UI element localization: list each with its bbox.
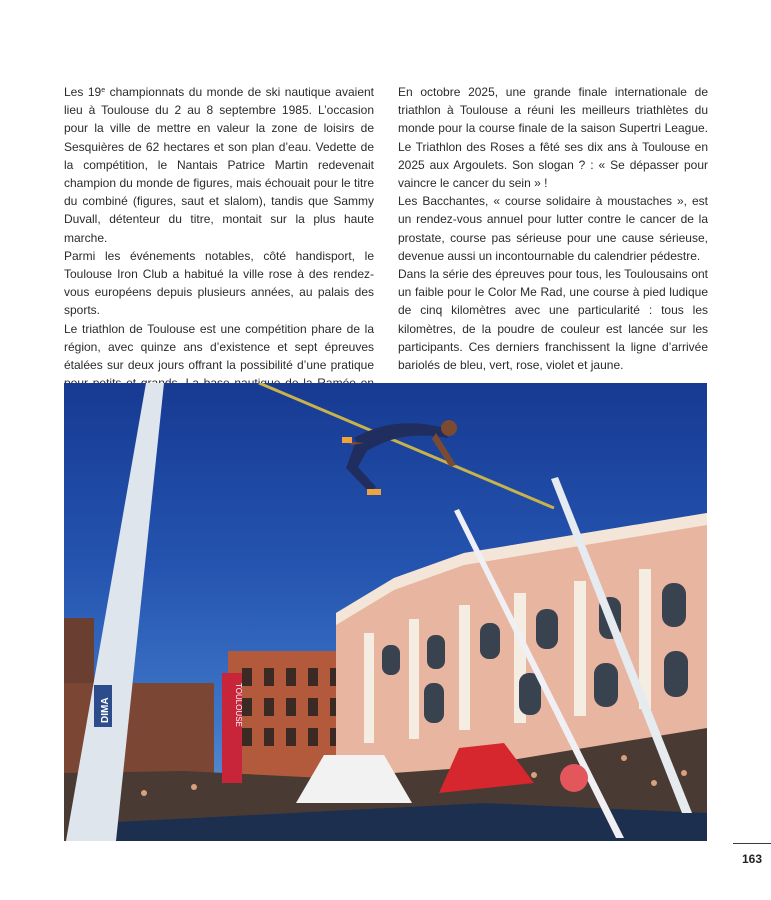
- text-column-left: [64, 83, 374, 411]
- dima-label: DIMA: [100, 697, 111, 723]
- page-number: 163: [741, 852, 763, 866]
- crossbar: [259, 383, 554, 508]
- paragraph-ski-nautique: Les 19e championnats du monde de ski nautique avaient lieu à Toulouse du 2 au 8 septembre 1985. L’occasion pour la ville de mettre en valeur la zone de loisirs de Sesquières de 62 hectares et son plan d’eau. Vedette de la compétition, le Nantais Patrice Martin redevenait champion du monde de figures, mais échouait pour le titre du combiné (figures, saut et slalom), tandis que Sammy Duvall, détenteur du titre, montait sur la plus haute marche.: [64, 85, 375, 245]
- banner-label: TOULOUSE: [234, 683, 243, 727]
- paragraph-handisport: Parmi les événements notables, côté handisport, le Toulouse Iron Club a habitué la ville rose à des rendez-vous européens depuis plusieurs années, au palais des sports.: [64, 248, 374, 318]
- pole-vaulter: [342, 420, 457, 495]
- paragraph-triathlon-toulouse: Le triathlon de Toulouse est une compétition phare de la région, avec quinze ans d’existence et sept épreuves étalées sur deux jours offrant la possibilité d’une pratique: [64, 321, 374, 373]
- paragraph-supertri: En octobre 2025, une grande finale internationale de triathlon à Toulouse a réuni les meilleurs triathlètes du monde pour la course finale de la saison Supertri League. Le Triathlon des Roses a fêté ses dix ans à Toulouse en 2025 aux Argoulets. Son slogan ? : « Se dépasser pour vaincre le cancer du sein » !: [398, 85, 708, 191]
- mascot: [560, 764, 588, 792]
- folio-rule: [733, 843, 771, 844]
- text-column-right: [398, 83, 708, 374]
- pole-vault-photo: [64, 383, 707, 841]
- paragraph-color-me-rad: Dans la série des épreuves pour tous, les Toulousains ont un faible pour le Color Me Rad, une course à pied ludique de cinq kilomètres avec une particularité : tous les kilomètres, de la poudre de couleur est lancée sur les participants. Ces derniers franchissent la ligne d’arrivée bariolés de bleu, vert, rose, violet et jaune.: [398, 267, 708, 373]
- paragraph-bacchantes: Les Bacchantes, « course solidaire à moustaches », est un rendez-vous annuel pour lutter contre le cancer de la prostate, course pas sérieuse pour une cause sérieuse, devenue aussi un incontournable du calendrier pédestre.: [398, 194, 708, 263]
